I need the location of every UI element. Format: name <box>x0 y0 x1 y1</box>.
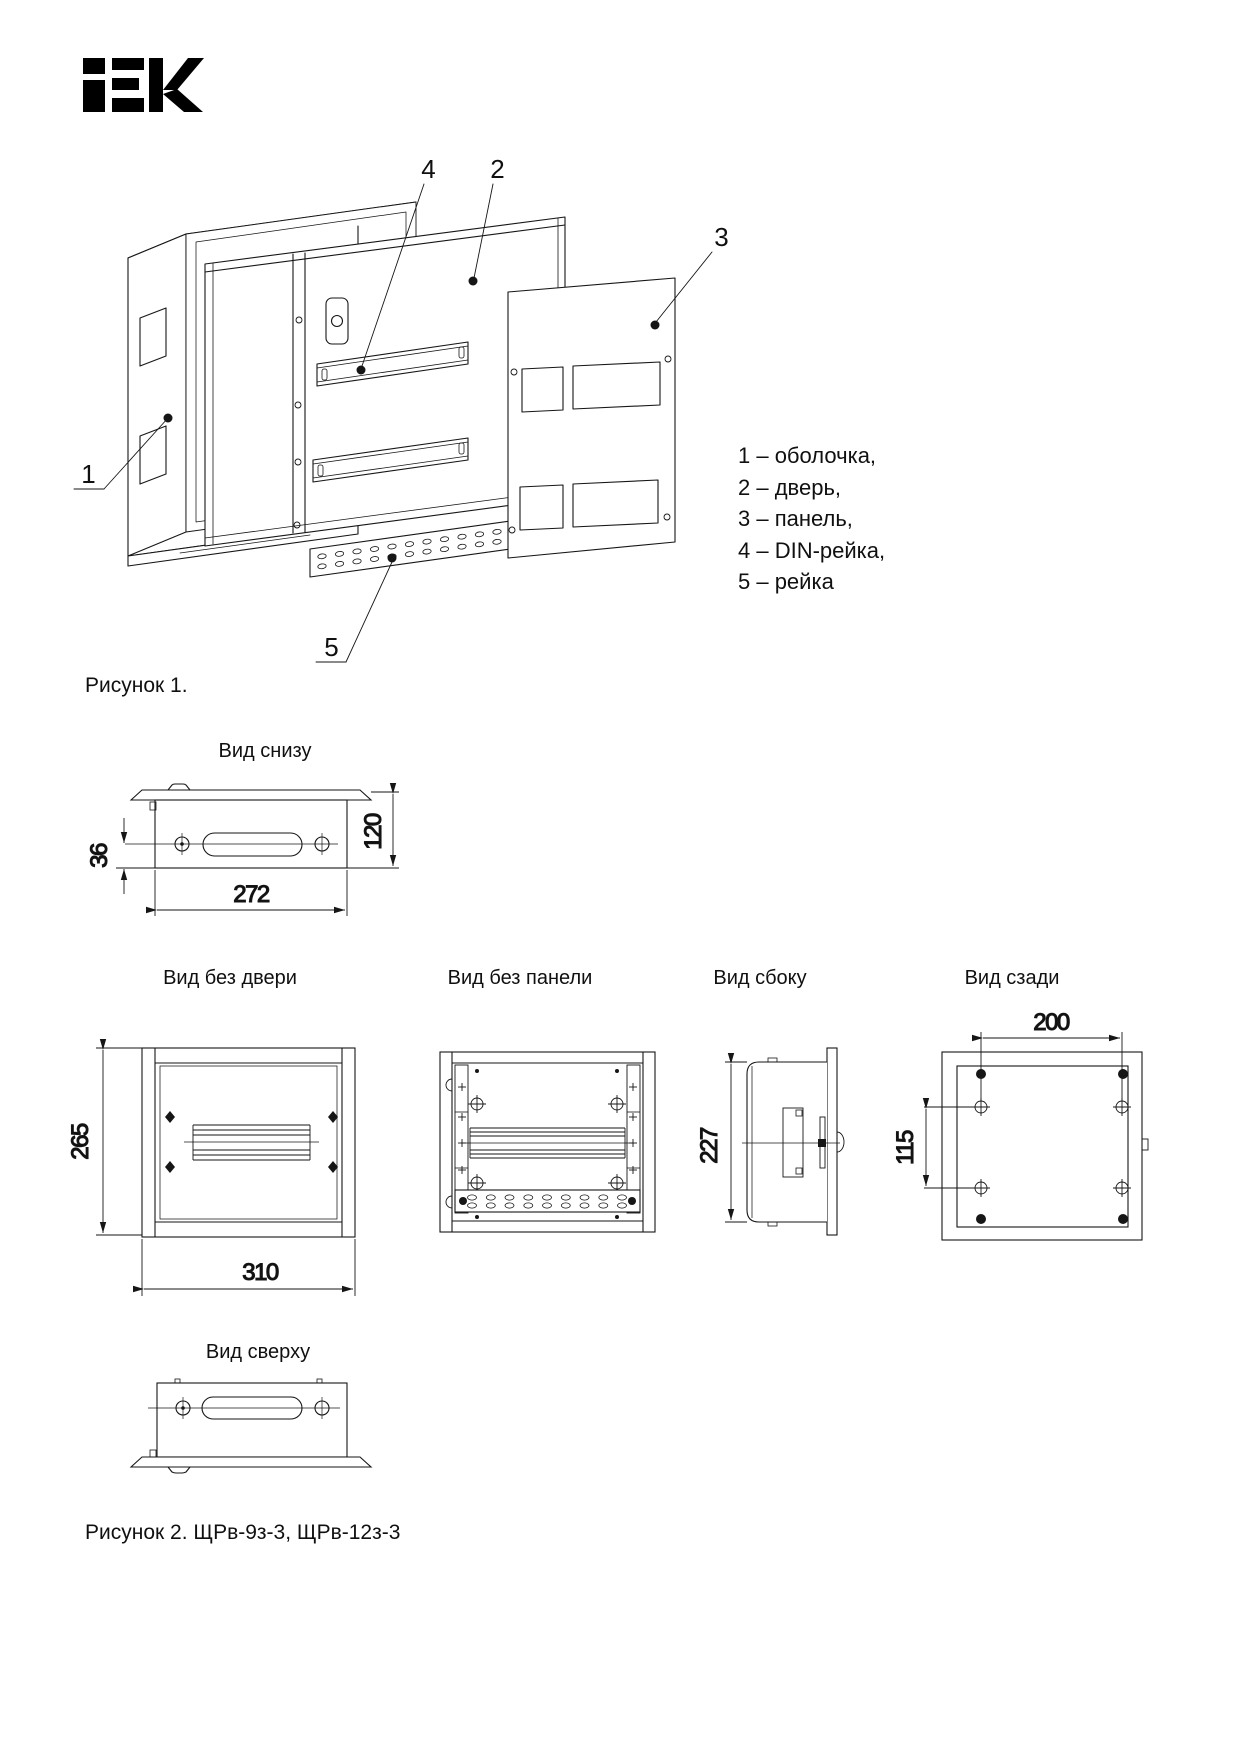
legend-item: 5 – рейка <box>738 569 834 594</box>
callout-dot <box>357 366 366 375</box>
callout-3: 3 <box>714 222 728 252</box>
legend-item: 3 – панель, <box>738 506 853 531</box>
view-rear <box>892 1009 1148 1240</box>
callout-dot <box>469 277 478 286</box>
knockout-hole <box>140 308 166 366</box>
view-bottom <box>86 784 399 916</box>
perforated-rail-front <box>455 1190 640 1212</box>
view-title-no-door: Вид без двери <box>163 967 297 989</box>
dim-272: 272 <box>233 881 269 908</box>
dim-200: 200 <box>1033 1009 1069 1036</box>
callout-5: 5 <box>324 632 338 662</box>
view-title-bottom: Вид снизу <box>218 740 312 762</box>
view-top <box>131 1379 371 1473</box>
legend-item: 2 – дверь, <box>738 474 842 500</box>
dim-36: 36 <box>86 844 113 868</box>
view-title-no-panel: Вид без панели <box>447 967 593 989</box>
callout-dot <box>164 414 173 423</box>
callout-dot <box>388 554 397 563</box>
legend-item: 1 – оболочка, <box>738 443 877 468</box>
dim-310: 310 <box>242 1259 278 1286</box>
front-panel <box>508 278 675 558</box>
latch-bump <box>837 1132 844 1152</box>
latch <box>1142 1139 1148 1150</box>
figure2-caption: Рисунок 2. ЩРв-9з-3, ЩРв-12з-3 <box>85 1521 401 1544</box>
view-title-rear: Вид сзади <box>964 967 1060 989</box>
dim-265: 265 <box>67 1124 94 1160</box>
dimension-lines <box>725 1062 747 1222</box>
view-side <box>696 1048 844 1235</box>
figure1-legend <box>738 440 885 598</box>
view-no-door <box>67 1048 355 1296</box>
view-title-side: Вид сбоку <box>713 967 807 989</box>
dim-227: 227 <box>696 1128 723 1164</box>
dim-115: 115 <box>892 1131 919 1165</box>
callout-1: 1 <box>81 459 95 489</box>
callout-4: 4 <box>421 154 435 184</box>
legend-item: 4 – DIN-рейка, <box>738 537 886 563</box>
door-lock <box>326 298 348 344</box>
view-no-panel <box>440 1052 655 1232</box>
figure1-exploded-view <box>74 184 712 662</box>
view-title-top: Вид сверху <box>205 1341 311 1363</box>
figure1-caption: Рисунок 1. <box>85 674 188 697</box>
iek-logo <box>83 58 204 112</box>
callout-dot <box>651 321 660 330</box>
dim-120: 120 <box>360 814 387 850</box>
callout-2: 2 <box>490 154 504 184</box>
